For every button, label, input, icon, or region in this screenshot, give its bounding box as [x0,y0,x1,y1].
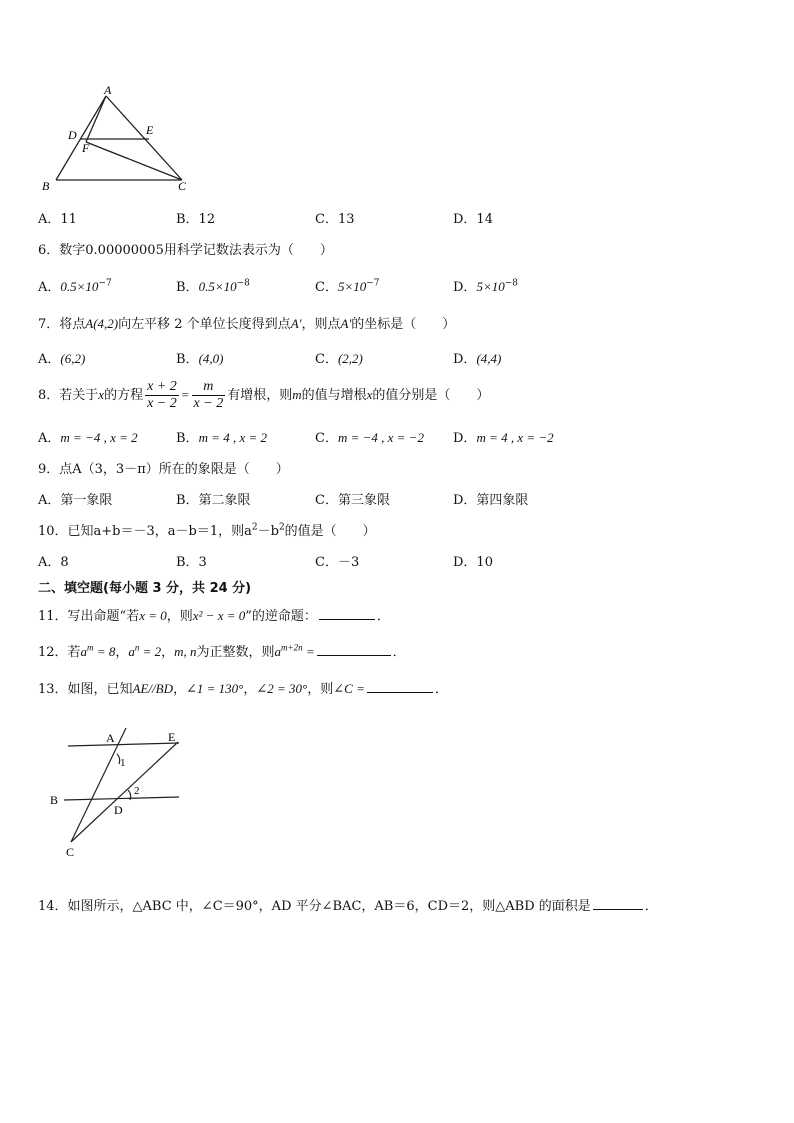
parallel-lines-figure [44,722,194,864]
q6-option-b: B．$0.5\times 10^{-8}$ [176,278,250,295]
label-c: C [66,845,75,859]
q9-option-d: D．第四象限 [453,493,529,508]
q6-option-a: A．$0.5\times 10^{-7}$ [38,278,112,295]
q8-fraction-left: $\frac{x + 2}{x - 2}$ [147,379,177,411]
q10-stem: 10．已知a+b＝－3，a－b＝1，则$a^2-b^2$的值是（ ） [38,522,376,539]
label-b: B [42,179,50,193]
label-a: A [104,84,112,97]
q14-stem: 14．如图所示，△ABC 中，∠C＝90°，AD 平分∠BAC，AB＝6，CD＝2，则△ABD 的面积是 ． [38,899,658,914]
q6-option-c: C．$5\times 10^{-7}$ [315,278,380,295]
side-ac [106,96,182,180]
label-d: D [68,128,77,142]
q7-option-c: C．(2,2) [315,351,363,367]
q8-stem: 8．若关于x的方程 $\frac{x + 2}{x - 2}$ = $\frac{m}{x - 2}$ 有增根，则m的值与增根x的值分别是（ ） [38,379,490,411]
q5-option-c: C．13 [315,212,355,227]
q7-option-b: B．(4,0) [176,351,224,367]
q11-stem: 11．写出命题“若x = 0，则x² − x = 0”的逆命题： ． [38,608,390,624]
q12-stem: 12．若$a^m = 8$，$a^n = 2$，m, n为正整数，则$a^{m+2n}$ = ． [38,642,406,660]
line-bd [64,797,179,800]
q10-option-a: A．8 [38,555,69,570]
label-angle-1: 1 [120,757,126,769]
q10-option-c: C．－3 [315,555,360,570]
q9-option-b: B．第二象限 [176,493,251,508]
q7-stem: 7．将点A(4,2)向左平移 2 个单位长度得到点A′，则点A′的坐标是（ ） [38,316,456,332]
label-d: D [114,803,123,817]
q8-option-d: D．m = 4 , x = −2 [453,430,554,446]
segment-af [86,96,106,142]
side-ab [56,96,106,180]
q13-answer-blank[interactable] [367,691,433,693]
label-c: C [178,179,187,193]
label-f: F [82,141,90,155]
q13-stem: 13．如图，已知AE//BD，∠1 = 130°，∠2 = 30°，则∠C = ． [38,681,448,697]
q9-option-c: C．第三象限 [315,493,390,508]
segment-fc [86,142,182,180]
q7-option-d: D．(4,4) [453,351,502,367]
q9-option-a: A．第一象限 [38,493,113,508]
line-ae [68,743,179,746]
q7-option-a: A．(6,2) [38,351,86,367]
q10-option-d: D．10 [453,555,493,570]
q6-stem: 6．数字0.00000005用科学记数法表示为（ ） [38,243,333,258]
q5-option-b: B．12 [176,212,216,227]
q8-option-b: B．m = 4 , x = 2 [176,430,268,446]
q12-answer-blank[interactable] [317,654,391,656]
label-e: E [168,730,176,744]
q9-stem: 9．点A（3，3－π）所在的象限是（ ） [38,462,289,477]
q6-option-d: D．$5\times 10^{-8}$ [453,278,518,295]
q11-answer-blank[interactable] [319,618,375,620]
q8-option-a: A．m = −4 , x = 2 [38,430,138,446]
q8-fraction-right: $\frac{m}{x - 2}$ [193,379,224,411]
label-a: A [106,731,115,745]
triangle-figure-1 [36,84,206,196]
label-e: E [146,123,154,137]
label-angle-2: 2 [134,785,140,797]
q5-option-d: D．14 [453,212,493,227]
q10-option-b: B．3 [176,555,207,570]
q14-answer-blank[interactable] [593,908,643,910]
q8-option-c: C．m = −4 , x = −2 [315,430,424,446]
q5-option-a: A．11 [38,212,77,227]
section-heading-fill-in: 二、填空题(每小题 3 分，共 24 分) [38,581,252,596]
label-b: B [50,793,59,807]
